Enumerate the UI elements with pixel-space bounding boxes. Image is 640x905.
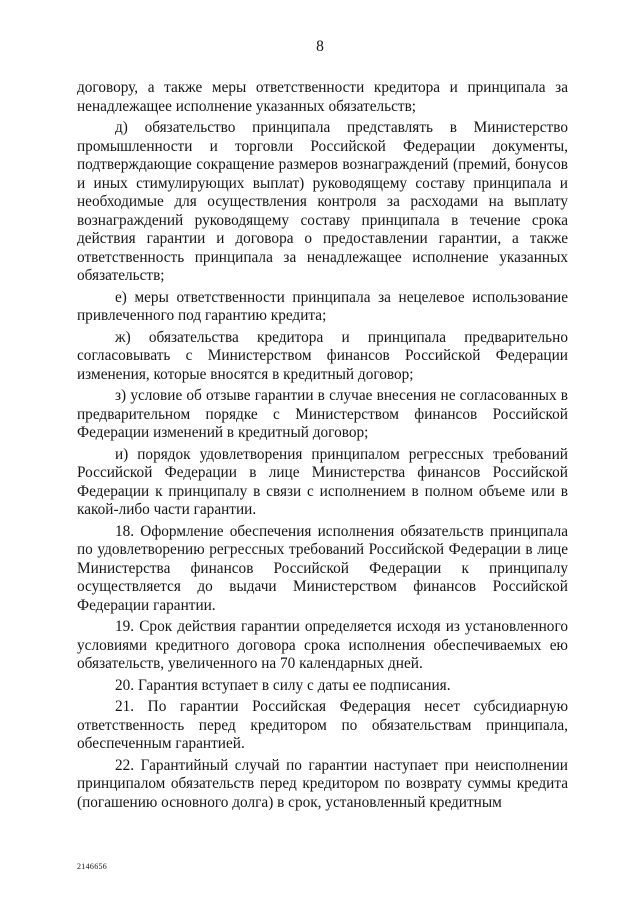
document-body <box>77 79 568 815</box>
paragraph-continuation: договору, а также меры ответственности кредитора и принципала за ненадлежащее исполнение указанных обязательств; <box>77 79 568 115</box>
paragraph-22: 22. Гарантийный случай по гарантии наступает при неисполнении принципалом обязательств перед кредитором по возврату суммы кредита (погашению основного долга) в срок, установленный кредитным <box>77 756 568 811</box>
paragraph-21: 21. По гарантии Российская Федерация несет субсидиарную ответственность перед кредитором по обязательствам принципала, обеспеченным гарантией. <box>77 698 568 752</box>
paragraph-item-i: и) порядок удовлетворения принципалом регрессных требований Российской Федерации в лице Министерства финансов Российской Федерации к принципалу в связи с исполнением в полном объеме или в какой-либо части гарантии. <box>77 445 568 518</box>
paragraph-20: 20. Гарантия вступает в силу с даты ее подписания. <box>115 676 451 694</box>
paragraph-item-e: е) меры ответственности принципала за нецелевое использование привлеченного под гарантию кредита; <box>77 288 568 324</box>
paragraph-18: 18. Оформление обеспечения исполнения обязательств принципала по удовлетворению регрессных требований Российской Федерации в лице Министерства финансов Российской Федерации к принципалу осуществляется до выдачи Министерством финансов Российской Федерации гарантии. <box>77 522 568 614</box>
paragraph-19: 19. Срок действия гарантии определяется исходя из установленного условиями кредитного договора срока исполнения обеспечиваемых ею обязательств, увеличенного на 70 календарных дней. <box>77 618 568 672</box>
page-number: 8 <box>316 38 324 55</box>
document-code: 2146656 <box>77 862 108 871</box>
paragraph-item-d: д) обязательство принципала представлять в Министерство промышленности и торговли Российской Федерации документы, подтверждающие сокращение размеров вознаграждений (премий, бонусов и иных стимулирующих выплат) руководящему составу принципала и необходимые для осуществления контроля за расходами на выплату вознаграждений руководящему составу принципала в течение срока действия гарантии и договора о предоставлении гарантии, а также ответственность принципала за ненадлежащее исполнение указанных обязательств; <box>77 119 568 284</box>
paragraph-item-z: з) условие об отзыве гарантии в случае внесения не согласованных в предварительном порядке с Министерством финансов Российской Федерации изменений в кредитный договор; <box>77 387 568 441</box>
paragraph-item-zh: ж) обязательства кредитора и принципала предварительно согласовывать с Министерством финансов Российской Федерации изменения, которые вносятся в кредитный договор; <box>77 328 568 383</box>
